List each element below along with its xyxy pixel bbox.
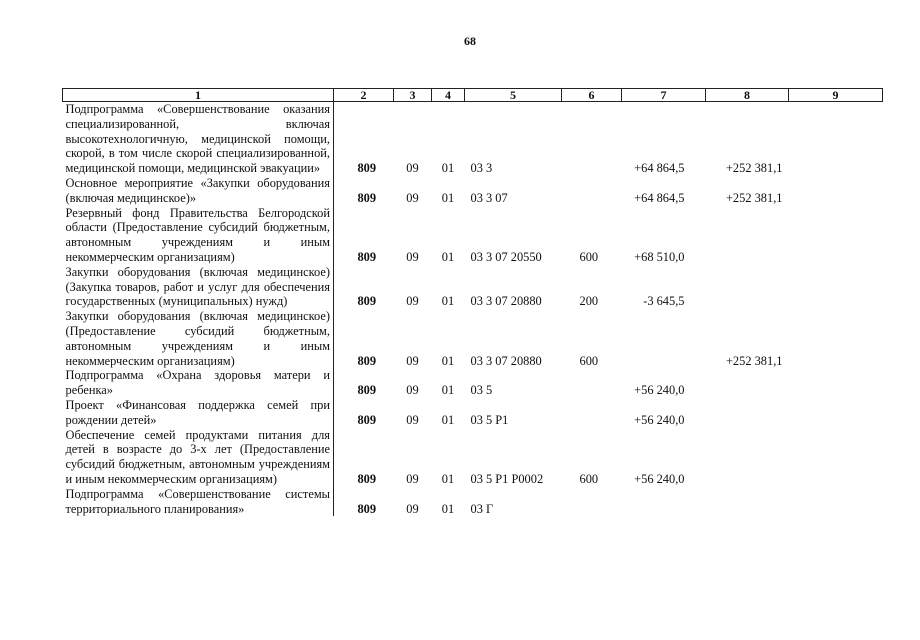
row-amount-1 (622, 309, 706, 368)
row-grbs: 809 (357, 190, 377, 205)
row-expense-type (562, 487, 622, 517)
row-expense-type: 600 (579, 471, 599, 486)
row-name: Проект «Финансовая поддержка семей при рождении детей» (63, 398, 334, 428)
row-target-code: 03 3 07 20880 (470, 294, 542, 309)
row-subsection: 01 (441, 501, 455, 516)
row-target-code: 03 5 P1 (470, 412, 509, 427)
row-section: 09 (406, 383, 419, 398)
row-grbs: 809 (357, 501, 377, 516)
row-name: Подпрограмма «Совершенствование системы территориального планирования» (63, 487, 334, 517)
page-number: 68 (464, 34, 476, 48)
row-expense-type: 600 (579, 249, 599, 264)
row-expense-type (562, 102, 622, 176)
column-header: 8 (706, 89, 789, 102)
column-header: 4 (432, 89, 465, 102)
table-row (63, 176, 883, 206)
row-section: 09 (406, 501, 419, 516)
row-target-code: 03 5 (470, 383, 493, 398)
row-name: Резервный фонд Правительства Белгородской области (Предоставление субсидий бюджетным, автономным учреждениям и иным некоммерческим организациям) (63, 206, 334, 265)
row-subsection: 01 (441, 383, 455, 398)
row-subsection: 01 (441, 412, 455, 427)
column-header: 1 (63, 89, 334, 102)
row-target-code: 03 3 07 20880 (470, 353, 542, 368)
row-expense-type: 600 (579, 353, 599, 368)
row-grbs: 809 (357, 353, 377, 368)
row-section: 09 (406, 353, 419, 368)
row-amount-3 (789, 176, 883, 206)
row-amount-2 (706, 265, 789, 309)
table-row (63, 206, 883, 265)
row-grbs: 809 (357, 471, 377, 486)
row-expense-type (562, 398, 622, 428)
column-header: 5 (465, 89, 562, 102)
row-amount-3 (789, 206, 883, 265)
table-row (63, 102, 883, 176)
row-amount-3 (789, 487, 883, 517)
row-name: Основное мероприятие «Закупки оборудования (включая медицинское)» (63, 176, 334, 206)
row-target-code: 03 3 07 20550 (470, 249, 542, 264)
row-amount-2: +252 381,1 (725, 161, 783, 176)
row-name: Закупки оборудования (включая медицинское) (Предоставление субсидий бюджетным, автономным учреждениям и иным некоммерческим организациям) (63, 309, 334, 368)
row-amount-2 (706, 428, 789, 487)
row-subsection: 01 (441, 294, 455, 309)
row-amount-1: -3 645,5 (643, 294, 685, 309)
row-amount-3 (789, 428, 883, 487)
row-expense-type (562, 368, 622, 398)
row-amount-2: +252 381,1 (725, 353, 783, 368)
row-amount-1: +68 510,0 (634, 249, 685, 264)
table-row (63, 428, 883, 487)
row-amount-2: +252 381,1 (725, 190, 783, 205)
row-amount-2 (706, 206, 789, 265)
header-row (63, 89, 883, 102)
table-row (63, 309, 883, 368)
table-row (63, 265, 883, 309)
row-section: 09 (406, 249, 419, 264)
row-amount-1: +56 240,0 (634, 471, 685, 486)
row-subsection: 01 (441, 161, 455, 176)
row-section: 09 (406, 471, 419, 486)
row-target-code: 03 Г (470, 501, 494, 516)
column-header: 9 (789, 89, 883, 102)
row-grbs: 809 (357, 249, 377, 264)
row-subsection: 01 (441, 471, 455, 486)
row-amount-2 (706, 368, 789, 398)
row-grbs: 809 (357, 412, 377, 427)
row-expense-type: 200 (579, 294, 599, 309)
row-amount-2 (706, 398, 789, 428)
row-name: Обеспечение семей продуктами питания для детей в возрасте до 3-х лет (Предоставление субсидий бюджетным, автономным учреждениям и иным некоммерческим организациям) (63, 428, 334, 487)
column-header: 7 (622, 89, 706, 102)
row-section: 09 (406, 412, 419, 427)
row-expense-type (562, 176, 622, 206)
row-target-code: 03 3 07 (470, 190, 508, 205)
row-amount-3 (789, 265, 883, 309)
row-section: 09 (406, 294, 419, 309)
column-header: 3 (394, 89, 432, 102)
column-header: 2 (334, 89, 394, 102)
row-amount-1 (622, 487, 706, 517)
row-subsection: 01 (441, 353, 455, 368)
row-amount-2 (706, 487, 789, 517)
table-row (63, 398, 883, 428)
column-header: 6 (562, 89, 622, 102)
row-grbs: 809 (357, 294, 377, 309)
row-amount-1: +56 240,0 (634, 412, 685, 427)
row-grbs: 809 (357, 383, 377, 398)
row-amount-3 (789, 368, 883, 398)
row-name: Закупки оборудования (включая медицинское) (Закупка товаров, работ и услуг для обеспечения государственных (муниципальных) нужд) (63, 265, 334, 309)
row-name: Подпрограмма «Совершенствование оказания специализированной, включая высокотехнологичную, медицинской помощи, скорой, в том числе скорой специализированной, медицинской помощи, медицинской эвакуации» (63, 102, 334, 176)
row-section: 09 (406, 161, 419, 176)
row-grbs: 809 (357, 161, 377, 176)
row-subsection: 01 (441, 249, 455, 264)
row-section: 09 (406, 190, 419, 205)
row-subsection: 01 (441, 190, 455, 205)
row-amount-1: +56 240,0 (634, 383, 685, 398)
table-row (63, 368, 883, 398)
row-amount-3 (789, 398, 883, 428)
row-name: Подпрограмма «Охрана здоровья матери и ребенка» (63, 368, 334, 398)
row-amount-3 (789, 102, 883, 176)
row-amount-3 (789, 309, 883, 368)
table-row (63, 487, 883, 517)
row-target-code: 03 3 (470, 161, 493, 176)
row-amount-1: +64 864,5 (634, 161, 685, 176)
row-target-code: 03 5 P1 P0002 (470, 471, 544, 486)
row-amount-1: +64 864,5 (634, 190, 685, 205)
budget-table (62, 88, 883, 516)
